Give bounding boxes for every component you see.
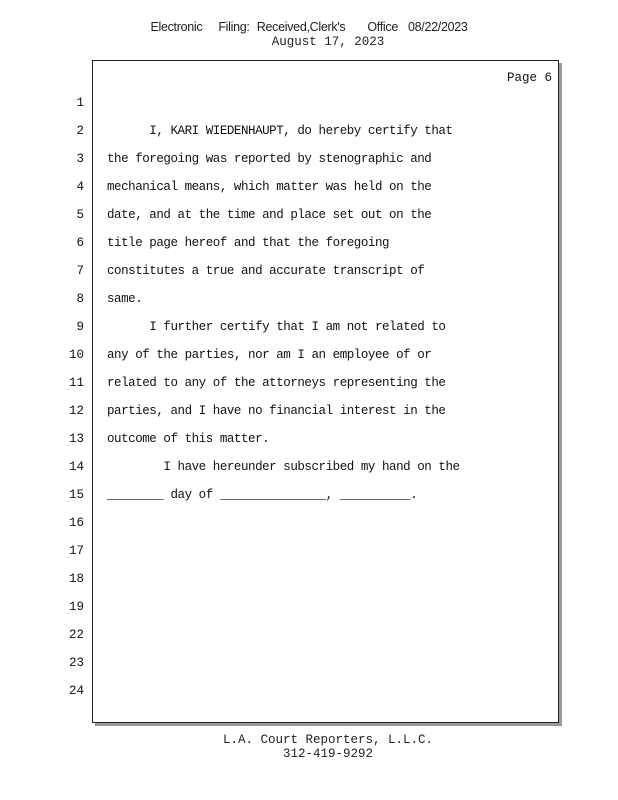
filing-stamp-word: Office [367,20,398,34]
reporter-phone: 312-419-9292 [282,747,373,761]
filing-stamp [0,20,618,34]
transcript-line: mechanical means, which matter was held on the [107,180,432,194]
line-number: 22 [68,628,84,642]
line-number: 11 [68,376,84,390]
transcript-line: date, and at the time and place set out on the [107,208,432,222]
line-number: 23 [68,656,84,670]
transcript-line: I, KARI WIEDENHAUPT, do hereby certify that [107,124,453,138]
line-number: 1 [76,96,84,110]
line-number: 3 [76,152,84,166]
line-number: 24 [68,684,84,698]
page-footer [0,733,618,761]
filing-stamp-date: 08/22/2023 [407,20,468,34]
line-number: 19 [68,600,84,614]
line-number: 17 [68,544,84,558]
transcript-line: I have hereunder subscribed my hand on the [107,460,460,474]
filing-stamp-word: Electronic [150,20,203,34]
transcript-line: constitutes a true and accurate transcript of [107,264,425,278]
line-number: 2 [76,124,84,138]
line-number: 15 [68,488,84,502]
line-number: 12 [68,404,84,418]
line-number: 7 [76,264,84,278]
line-number: 8 [76,292,84,306]
filing-stamp-word: Received,Clerk's [256,20,346,34]
page-number: Page 6 [506,71,552,85]
transcript-line: outcome of this matter. [107,432,270,446]
transcript-line: same. [107,292,143,306]
transcript-line: related to any of the attorneys representing the [107,376,446,390]
line-number: 18 [68,572,84,586]
line-number: 4 [76,180,84,194]
transcript-line: I further certify that I am not related to [107,320,446,334]
line-number: 6 [76,236,84,250]
transcript-line: title page hereof and that the foregoing [107,236,390,250]
filing-stamp-word: Filing: [218,20,250,34]
line-number: 14 [68,460,84,474]
line-number: 13 [68,432,84,446]
line-number: 10 [68,348,84,362]
line-number: 5 [76,208,84,222]
transcript-line: the foregoing was reported by stenographic and [107,152,432,166]
signature-date-blanks: ________ day of _______________, __________. [107,488,418,502]
transcript-date: August 17, 2023 [271,35,385,49]
line-number: 9 [76,320,84,334]
reporter-company: L.A. Court Reporters, L.L.C. [222,733,434,747]
transcript-line: parties, and I have no financial interest in the [107,404,446,418]
transcript-line: any of the parties, nor am I an employee of or [107,348,432,362]
line-number: 16 [68,516,84,530]
